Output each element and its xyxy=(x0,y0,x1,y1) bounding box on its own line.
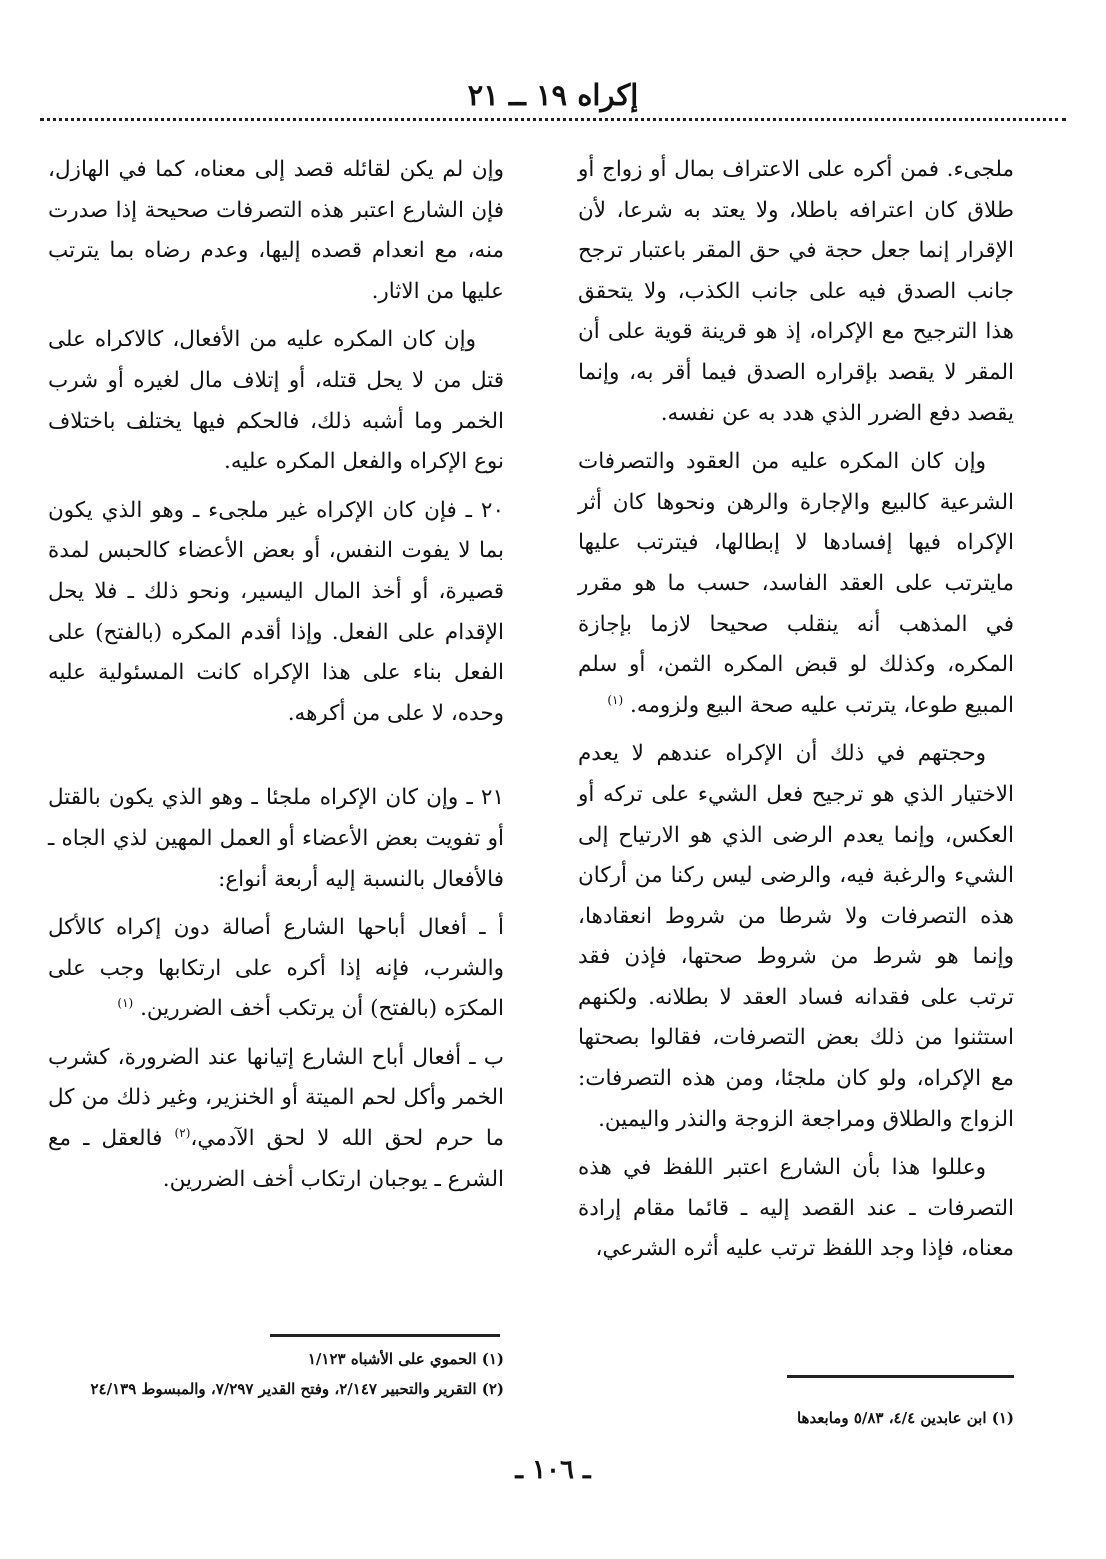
type-b-text-2: فالعقل ـ مع الشرع ـ يوجبان ارتكاب أخف الضررين. xyxy=(48,1126,504,1192)
header-dotted-rule xyxy=(40,118,1066,121)
footnote-ref-2-left: (٢) xyxy=(174,1125,191,1140)
type-a-paragraph xyxy=(48,908,504,1030)
section-20-paragraph: ٢٠ ـ فإن كان الإكراه غير ملجىء ـ وهو الذي يكون بما لا يفوت النفس، أو بعض الأعضاء كالحبس لمدة قصيرة، أو أخذ المال اليسير، ونحو ذلك ـ فلا يحل الإقدام على الفعل. وإذا أقدم المكره (بالفتح) على الفعل بناء على هذا الإكراه كانت المسئولية عليه وحده، لا على من أكرهه. xyxy=(48,497,504,726)
footnote-rule-right xyxy=(787,1375,1014,1378)
right-column xyxy=(578,150,1014,1278)
left-paragraph-1: وإن لم يكن لقائله قصد إلى معناه، كما في الهازل، فإن الشارع اعتبر هذه التصرفات صحيحة إذا صدرت منه، مع انعدام قصده إليها، وعدم رضاه بما يترتب عليها من الاثار. xyxy=(48,157,504,304)
footnote-ref-1-right: (١) xyxy=(607,692,624,707)
right-paragraph-2 xyxy=(578,442,1014,726)
footnotes-left xyxy=(48,1344,504,1404)
section-21-paragraph: ٢١ ـ وإن كان الإكراه ملجئا ـ وهو الذي يكون بالقتل أو تفويت بعض الأعضاء أو العمل المهين لذي الجاه ـ فالأفعال بالنسبة إليه أربعة أنواع: xyxy=(48,785,504,892)
left-column xyxy=(48,150,504,1208)
type-b-text-1: ب ـ أفعال أباح الشارع إتيانها عند الضرورة، كشرب الخمر وأكل لحم الميتة أو الخنزير، وغير ذلك من كل ما حرم لحق الله لا لحق الآدمي، xyxy=(48,1044,504,1152)
right-paragraph-2-text: وإن كان المكره عليه من العقود والتصرفات الشرعية كالبيع والإجارة والرهن ونحوها كان أثر الإكراه فيها إفسادها لا إبطالها، فيترتب عليها مايترتب على العقد الفاسد، حسب ما هو مقرر في المذهب أنه ينقلب صحيحا لازما بإجازة المكره، وكذلك لو قبض المكره الثمن، أو سلم المبيع طوعا، يترتب عليه صحة البيع ولزومه. xyxy=(578,449,1014,718)
footnotes-right xyxy=(578,1403,1014,1433)
page-number: ـ ١٠٦ ـ xyxy=(515,1455,591,1485)
footnote-ref-1-left: (١) xyxy=(117,996,134,1011)
footnote-left-1: (١) الحموي على الأشباه ١/١٢٣ xyxy=(307,1350,504,1368)
footnote-rule-left xyxy=(270,1334,500,1337)
left-paragraph-2: وإن كان المكره عليه من الأفعال، كالاكراه على قتل من لا يحل قتله، أو إتلاف مال لغيره أو شرب الخمر وما أشبه ذلك، فالحكم فيها يختلف باختلاف نوع الإكراه والفعل المكره عليه. xyxy=(48,327,504,475)
footnote-left-2: (٢) التقرير والتحبير ٢/١٤٧، وفتح القدير ٧/٢٩٧، والمبسوط ٢٤/١٣٩ xyxy=(90,1380,504,1398)
right-paragraph-4: وعللوا هذا بأن الشارع اعتبر اللفظ في هذه التصرفات ـ عند القصد إليه ـ قائما مقام إرادة معناه، فإذا وجد اللفظ ترتب عليه أثره الشرعي، xyxy=(578,1155,1014,1262)
right-paragraph-3: وحجتهم في ذلك أن الإكراه عندهم لا يعدم الاختيار الذي هو ترجيح فعل الشيء على تركه أو العكس، وإنما يعدم الرضى الذي هو الارتياح إلى الشيء والرغبة فيه، والرضى ليس ركنا من أركان هذه التصرفات ولا شرطا من شروط انعقادها، وإنما هو شرط من شروط صحتها، فإذن فقد ترتب على فقدانه فساد العقد لا بطلانه. ولكنهم استثنوا من ذلك بعض التصرفات، فقالوا بصحتها مع الإكراه، ولو كان ملجئا، ومن هذه التصرفات: الزواج والطلاق ومراجعة الزوجة والنذر واليمين. xyxy=(578,741,1014,1132)
right-paragraph-1: ملجىء. فمن أكره على الاعتراف بمال أو زواج أو طلاق كان اعترافه باطلا، ولا يعتد به شرعا، لأن الإقرار إنما جعل حجة في حق المقر باعتبار ترجح جانب الصدق فيه على جانب الكذب، ولا يتحقق هذا الترجيح مع الإكراه، إذ هو قرينة قوية على أن المقر لا يقصد بإقراره الصدق فيما أقر به، وإنما يقصد دفع الضرر الذي هدد به عن نفسه. xyxy=(578,157,1014,426)
type-a-text: أ ـ أفعال أباحها الشارع أصالة دون إكراه كالأكل والشرب، فإنه إذا أكره على ارتكابها وجب على المكرَه (بالفتح) أن يرتكب أخف الضررين. xyxy=(48,915,504,1022)
running-header: إكراه ١٩ ــ ٢١ xyxy=(467,78,639,112)
footnote-right-1: (١) ابن عابدين ٤/٤، ٥/٨٣ ومابعدها xyxy=(796,1409,1014,1427)
type-b-paragraph xyxy=(48,1038,504,1200)
